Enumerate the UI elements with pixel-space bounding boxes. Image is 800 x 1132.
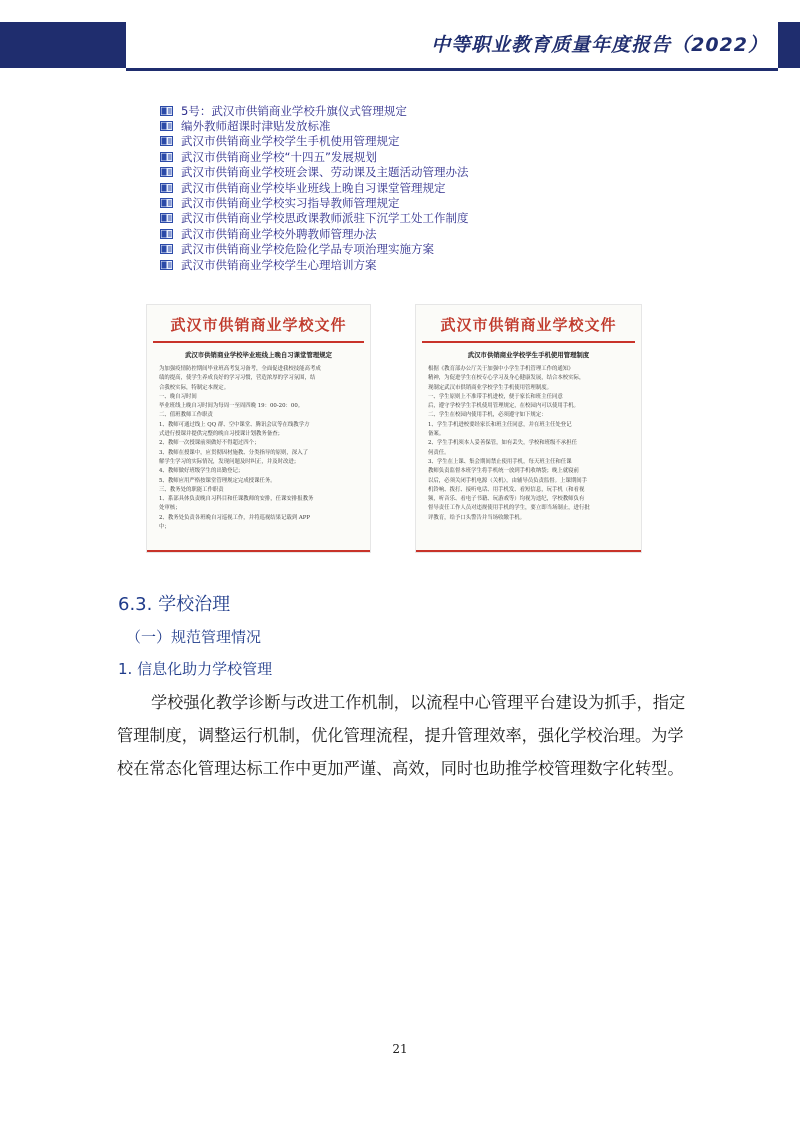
file-name: 编外教师超课时津贴发放标准 [181,119,331,134]
scan-line: 3、学生在上课、集会期间禁止使用手机，每天班主任和任课 [428,458,572,465]
scan-subtitle: 武汉市供销商业学校毕业班线上晚自习课堂管理规定 [185,351,332,359]
report-title: 中等职业教育质量年度报告（2022） [431,34,768,56]
scan-line: 处审核； [159,505,181,512]
file-name: 武汉市供销商业学校毕业班线上晚自习课堂管理规定 [181,180,446,195]
file-name: 武汉市供销商业学校“十四五”发展规划 [181,149,377,164]
item-heading: 1. 信息化助力学校管理 [118,660,273,678]
scan-line: 1、学生手机进校要经家长和班主任同意，并在班主任处登记 [428,421,572,428]
file-name: 5号：武汉市供销商业学校升旗仪式管理规定 [181,103,407,118]
header-rule [126,68,778,71]
file-name: 武汉市供销商业学校学生手机使用管理规定 [181,134,400,149]
scan-line: 评教育，给予口头警告并当场收缴手机。 [428,514,526,521]
file-list-item[interactable] [160,211,640,226]
file-list-item[interactable] [160,195,640,210]
scan-line: 督导责任工作人员对违规使用手机的学生，要立即当场制止，进行批 [428,505,590,512]
word-doc-icon [160,136,173,146]
word-doc-icon [160,183,173,193]
scan-line: 为加强疫情防控期间毕业班高考复习备考，全面促进我校技能高考成 [159,366,321,372]
file-list-item[interactable] [160,257,640,272]
scan-header: 武汉市供销商业学校文件 [170,316,347,334]
file-list [160,103,640,272]
word-doc-icon [160,213,173,223]
scan-line: 2、学生手机须本人妥善保管，如有丢失，学校和班级不承担任 [428,440,577,447]
word-doc-icon [160,229,173,239]
scan-line: 4、教师做好班级学生的出勤登记； [159,468,244,475]
scan-line: 式进行授课并提供完整的晚自习授课计划教务备查； [159,431,283,438]
scan-line: 备案。 [428,431,445,438]
red-rule [422,341,635,343]
scan-line: 绩的提高，使学生养成良好的学习习惯，营造浓厚的学习氛围，结 [159,375,316,382]
scan-line: 5、教师应用严格按课堂管理规定完成授课任务。 [159,477,276,484]
paragraph-line: 学校强化教学诊断与改进工作机制，以流程中心管理平台建设为抓手，指定 [151,693,686,712]
scan-body [416,359,641,523]
scan-line: 精神，为促进学生在校专心学习及身心健康发展，结合本校实际， [428,375,585,382]
scan-line: 一、晚自习时间 [159,393,197,400]
page-number: 21 [392,1042,408,1056]
scan-line: 1、系部具体负责晚自习科目和任课教师的安排，任课安排报教务 [159,496,314,503]
file-list-item[interactable] [160,165,640,180]
document-scan-evening-study [147,305,370,552]
file-list-item[interactable] [160,149,640,164]
scan-line: 现制定武汉市供销商业学校学生手机使用管理制度。 [428,384,552,391]
file-name: 武汉市供销商业学校实习指导教师管理规定 [181,196,400,211]
scan-line: 教师负责监督本班学生将手机统一放到手机收纳袋；晚上就寝前 [428,468,579,475]
word-doc-icon [160,167,173,177]
scan-line: 毕业班线上晚自习时间为每周一至周四晚 19：00-20：00。 [159,403,304,410]
red-rule [153,341,364,343]
file-list-item[interactable] [160,226,640,241]
scan-line: 三、教务处的职能工作职责 [159,486,224,493]
body-paragraph [117,686,691,785]
paragraph-line: 管理制度，调整运行机制，优化管理流程，提升管理效率，强化学校治理。为学 [117,726,684,745]
scan-subtitle: 武汉市供销商业学校学生手机使用管理制度 [467,351,590,359]
file-name: 武汉市供销商业学校班会课、劳动课及主题活动管理办法 [181,165,469,180]
file-name: 武汉市供销商业学校学生心理培训方案 [181,257,377,272]
file-list-item[interactable] [160,103,640,118]
scan-line: 一、学生原则上不准带手机进校，便于家长和班主任同意 [428,393,563,400]
scan-line: 2、教师一次授课前须做好不得超过四个； [159,440,260,447]
word-doc-icon [160,198,173,208]
word-doc-icon [160,260,173,270]
scan-line: 以后，必须关闭手机电源（关机），由辅导员负责监督。上课期间手 [428,477,588,484]
header-band-left [0,22,126,68]
file-name: 武汉市供销商业学校思政课教师派驻下沉学工处工作制度 [181,211,469,226]
scan-line: 二、学生在校园内使用手机，必须遵守如下规定： [428,412,547,419]
scan-line: 解学生学习的实际情况，发现问题及时纠正，并及时改进； [159,458,300,465]
file-name: 武汉市供销商业学校外聘教师管理办法 [181,226,377,241]
bottom-red-rule [147,550,370,552]
word-doc-icon [160,106,173,116]
file-list-item[interactable] [160,180,640,195]
scan-line: 1、教师可通过线上 QQ 群、空中课堂、腾讯会议等在线教学方 [159,421,310,428]
file-name: 武汉市供销商业学校危险化学品专项治理实施方案 [181,242,434,257]
scan-line: 频，听音乐、看电子书籍、玩游戏等）均视为违纪，学校教师负有 [428,496,585,503]
scan-line: 何责任。 [428,449,450,456]
scan-line: 后，遵守学校学生手机使用管理规定，在校园内可以使用手机。 [428,403,579,410]
scan-body [147,359,370,532]
scan-line: 中； [159,524,170,531]
word-doc-icon [160,152,173,162]
section-title: 6.3. 学校治理 [118,594,231,615]
scan-line: 机铃响、拨打、接听电话、用手机发、看短信息，玩手机（和看视 [428,486,585,493]
subsection-heading: （一）规范管理情况 [126,628,262,646]
file-list-item[interactable] [160,118,640,133]
scan-line: 3、教师在授课中，应贯彻因材施教、分类指导的原则，深入了 [159,449,308,456]
paragraph-line: 校在常态化管理达标工作中更加严谨、高效，同时也助推学校管理数字化转型。 [117,759,684,778]
document-scan-phone-policy [416,305,641,552]
scan-line: 合我校实际，特制定本规定。 [159,384,230,391]
header-band-right [778,22,800,68]
word-doc-icon [160,244,173,254]
bottom-red-rule [416,550,641,552]
scan-header: 武汉市供销商业学校文件 [440,316,617,334]
word-doc-icon [160,121,173,131]
scan-line: 根据《教育部办公厅关于加强中小学生手机管理工作的通知》 [428,366,574,372]
file-list-item[interactable] [160,242,640,257]
file-list-item[interactable] [160,134,640,149]
scan-line: 二、值班教师工作职责 [159,412,213,419]
scan-line: 2、教务处负责各班晚自习巡视工作，并将巡视结果记载到 APP [159,514,311,521]
